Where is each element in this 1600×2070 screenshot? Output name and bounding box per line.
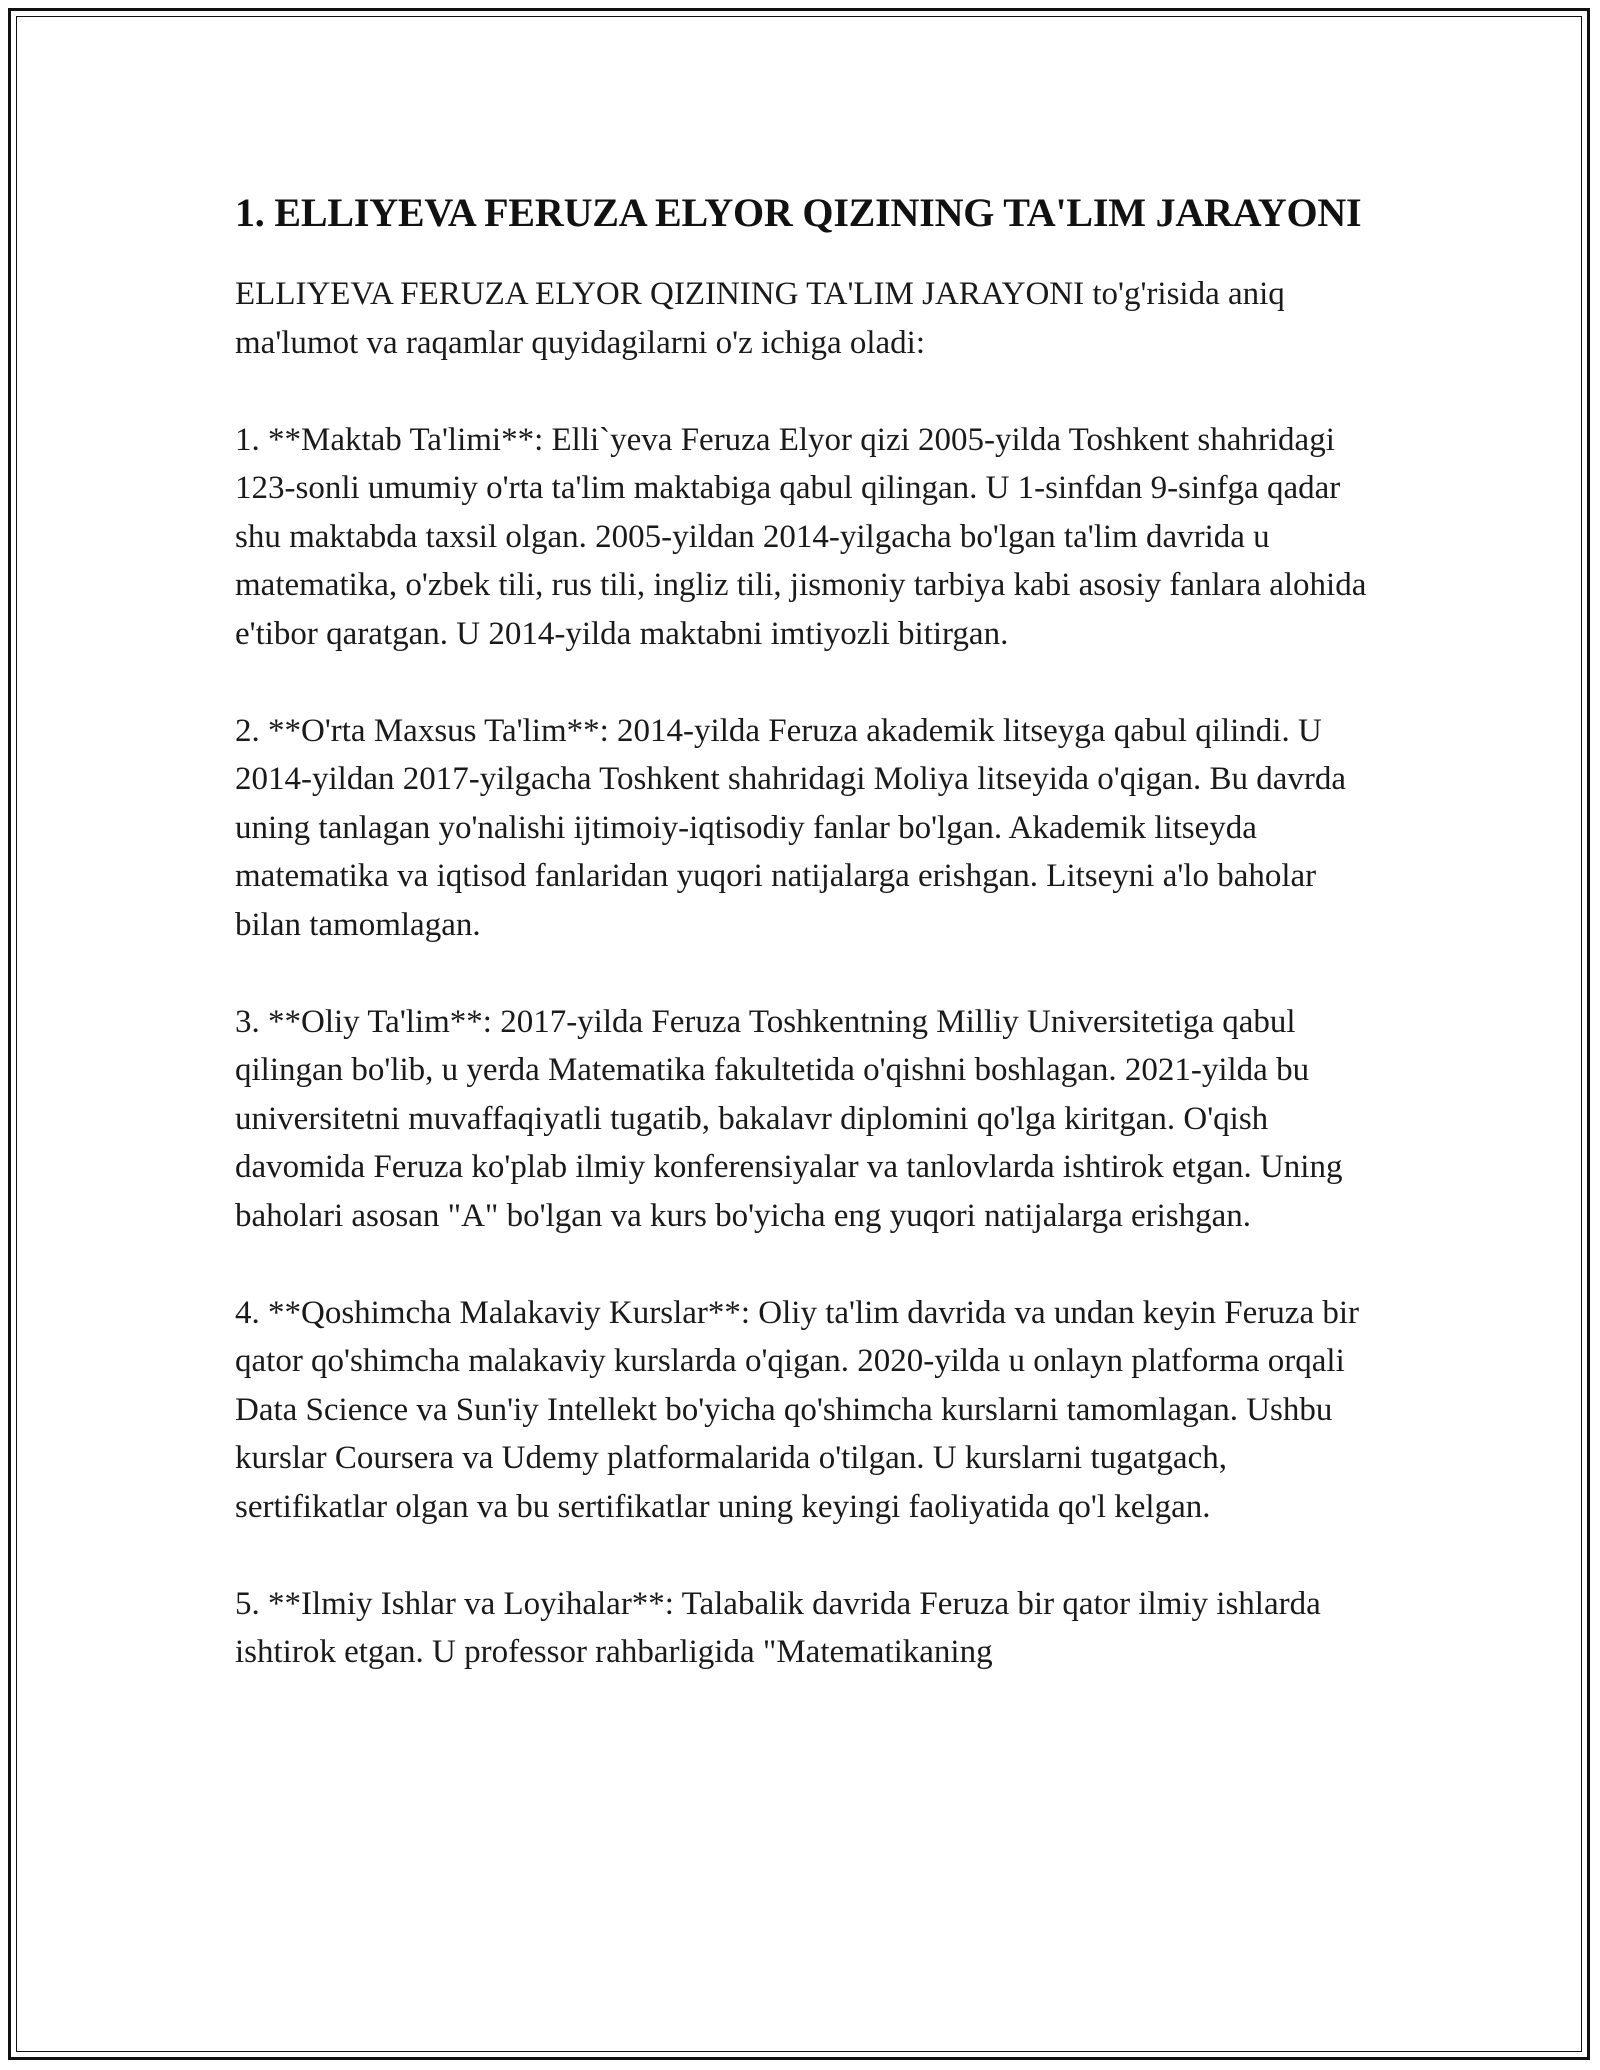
intro-paragraph: ELLIYEVA FERUZA ELYOR QIZINING TA'LIM JARAYONI to'g'risida aniq ma'lumot va raqamlar quyidagilarni o'z ichiga oladi:	[235, 276, 1285, 361]
section-higher-education: 3. **Oliy Ta'lim**: 2017-yilda Feruza Toshkentning Milliy Universitetiga qabul qilingan bo'lib, u yerda Matematika fakultetida o'qishni boshlagan. 2021-yilda bu universitetni muvaffaqiyatli tugatib, bakalavr diplomini qo'lga kiritgan. O'qish davomida Feruza ko'plab ilmiy konferensiyalar va tanlovlarda ishtirok etgan. Uning baholari asosan "A" bo'lgan va kurs bo'yicha eng yuqori natijalarga erishgan.	[235, 1003, 1343, 1234]
document-title: 1. ELLIYEVA FERUZA ELYOR QIZINING TA'LIM JARAYONI	[235, 190, 1362, 235]
section-secondary-special-education: 2. **O'rta Maxsus Ta'lim**: 2014-yilda Feruza akademik litseyga qabul qilindi. U 2014-yildan 2017-yilgacha Toshkent shahridagi Moliya litseyida o'qigan. Bu davrda uning tanlagan yo'nalishi ijtimoiy-iqtisodiy fanlar bo'lgan. Akademik litseyda matematika va iqtisod fanlaridan yuqori natijalarga erishgan. Litseyni a'lo baholar bilan tamomlagan.	[235, 712, 1347, 943]
section-additional-courses: 4. **Qoshimcha Malakaviy Kurslar**: Oliy ta'lim davrida va undan keyin Feruza bir qator qo'shimcha malakaviy kurslarda o'qigan. 2020-yilda u onlayn platforma orqali Data Science va Sun'iy Intellekt bo'yicha qo'shimcha kurslarni tamomlagan. Ushbu kurslar Coursera va Udemy platformalarida o'tilgan. U kurslarni tugatgach, sertifikatlar olgan va bu sertifikatlar uning keyingi faoliyatida qo'l kelgan.	[235, 1294, 1359, 1525]
section-research-projects: 5. **Ilmiy Ishlar va Loyihalar**: Talabalik davrida Feruza bir qator ilmiy ishlarda ishtirok etgan. U professor rahbarligida "Matematikaning	[235, 1585, 1321, 1670]
document-body	[235, 186, 1375, 1677]
section-school-education: 1. **Maktab Ta'limi**: Elli`yeva Feruza Elyor qizi 2005-yilda Toshkent shahridagi 123-sonli umumiy o'rta ta'lim maktabiga qabul qilingan. U 1-sinfdan 9-sinfga qadar shu maktabda taxsil olgan. 2005-yildan 2014-yilgacha bo'lgan ta'lim davrida u matematika, o'zbek tili, rus tili, ingliz tili, jismoniy tarbiya kabi asosiy fanlara alohida e'tibor qaratgan. U 2014-yilda maktabni imtiyozli bitirgan.	[235, 421, 1367, 652]
